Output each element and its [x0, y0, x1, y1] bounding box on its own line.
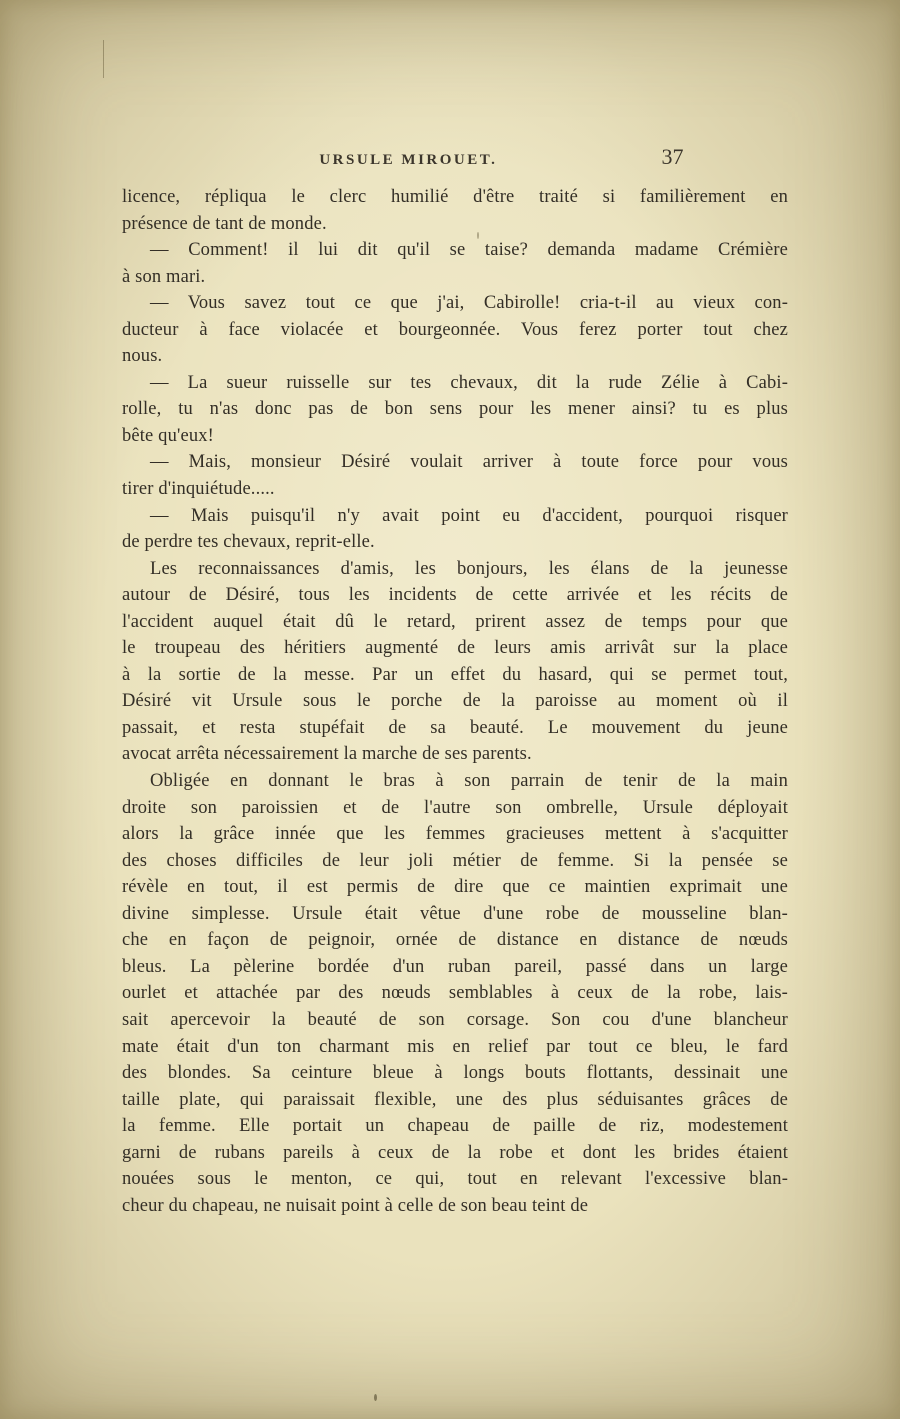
- text-line: autour de Désiré, tous les incidents de cette arrivée et les récits de: [122, 585, 788, 606]
- page-text: [122, 184, 788, 1219]
- paragraph: [122, 503, 788, 556]
- text-line: ducteur à face violacée et bourgeonnée. Vous ferez porter tout chez: [122, 319, 788, 340]
- scan-scratch-artifact: [103, 40, 104, 78]
- text-line: Les reconnaissances d'amis, les bonjours, les élans de la jeunesse: [150, 558, 788, 579]
- text-line: sait apercevoir la beauté de son corsage. Son cou d'une blancheur: [122, 1009, 788, 1030]
- paragraph: [122, 556, 788, 768]
- paragraph: [122, 237, 788, 290]
- text-line: cheur du chapeau, ne nuisait point à celle de son beau teint de: [122, 1195, 589, 1216]
- text-line: passait, et resta stupéfait de sa beauté. Le mouvement du jeune: [122, 717, 788, 738]
- page-header: [122, 144, 788, 178]
- text-line: — Mais puisqu'il n'y avait point eu d'accident, pourquoi risquer: [150, 505, 788, 526]
- text-line: Obligée en donnant le bras à son parrain de tenir de la main: [150, 771, 788, 792]
- text-line: de perdre tes chevaux, reprit-elle.: [122, 532, 375, 553]
- text-line: avocat arrêta nécessairement la marche de ses parents.: [122, 744, 532, 765]
- text-line: Désiré vit Ursule sous le porche de la paroisse au moment où il: [122, 691, 788, 712]
- text-line: présence de tant de monde.: [122, 213, 327, 234]
- text-line: mate était d'un ton charmant mis en relief par tout ce bleu, le fard: [122, 1036, 788, 1057]
- text-line: droite son paroissien et de l'autre son ombrelle, Ursule déployait: [122, 797, 788, 818]
- text-line: à la sortie de la messe. Par un effet du hasard, qui se permet tout,: [122, 664, 788, 685]
- text-line: alors la grâce innée que les femmes gracieuses mettent à s'acquitter: [122, 824, 788, 845]
- text-line: garni de rubans pareils à ceux de la robe et dont les brides étaient: [122, 1142, 788, 1163]
- paragraph: [122, 290, 788, 370]
- text-line: des choses difficiles de leur joli métier de femme. Si la pensée se: [122, 850, 788, 871]
- text-line: — Vous savez tout ce que j'ai, Cabirolle! cria-t-il au vieux con-: [150, 293, 788, 314]
- text-line: le troupeau des héritiers augmenté de leurs amis arrivât sur la place: [122, 638, 788, 659]
- text-line: che en façon de peignoir, ornée de distance en distance de nœuds: [122, 930, 788, 951]
- running-title: URSULE MIROUET.: [319, 152, 498, 168]
- text-line: ourlet et attachée par des nœuds semblables à ceux de la robe, lais-: [122, 983, 788, 1004]
- text-line: l'accident auquel était dû le retard, prirent assez de temps pour que: [122, 611, 788, 632]
- text-line: révèle en tout, il est permis de dire que ce maintien exprimait une: [122, 877, 788, 898]
- text-line: à son mari.: [122, 266, 206, 287]
- text-line: bête qu'eux!: [122, 425, 214, 446]
- text-line: rolle, tu n'as donc pas de bon sens pour les mener ainsi? tu es plus: [122, 399, 788, 420]
- scan-speck-artifact: [374, 1394, 377, 1401]
- text-line: la femme. Elle portait un chapeau de paille de riz, modestement: [122, 1116, 788, 1137]
- text-line: nouées sous le menton, ce qui, tout en relevant l'excessive blan-: [122, 1169, 788, 1190]
- text-line: — Mais, monsieur Désiré voulait arriver à toute force pour vous: [150, 452, 788, 473]
- text-line: taille plate, qui paraissait flexible, une des plus séduisantes grâces de: [122, 1089, 788, 1110]
- paragraph: [122, 768, 788, 1219]
- text-line: tirer d'inquiétude.....: [122, 479, 275, 500]
- text-line: bleus. La pèlerine bordée d'un ruban pareil, passé dans un large: [122, 956, 788, 977]
- paragraph: [122, 449, 788, 502]
- paragraph: [122, 370, 788, 450]
- text-line: nous.: [122, 346, 163, 367]
- text-line: licence, répliqua le clerc humilié d'être traité si familièrement en: [122, 187, 788, 207]
- text-line: — La sueur ruisselle sur tes chevaux, dit la rude Zélie à Cabi-: [150, 372, 788, 393]
- text-line: — Comment! il lui dit qu'il se taise? demanda madame Crémière: [150, 240, 788, 261]
- text-line: des blondes. Sa ceinture bleue à longs bouts flottants, dessinait une: [122, 1063, 788, 1084]
- paragraph: [122, 184, 788, 237]
- page-number: 37: [661, 144, 684, 169]
- text-line: divine simplesse. Ursule était vêtue d'une robe de mousseline blan-: [122, 903, 788, 924]
